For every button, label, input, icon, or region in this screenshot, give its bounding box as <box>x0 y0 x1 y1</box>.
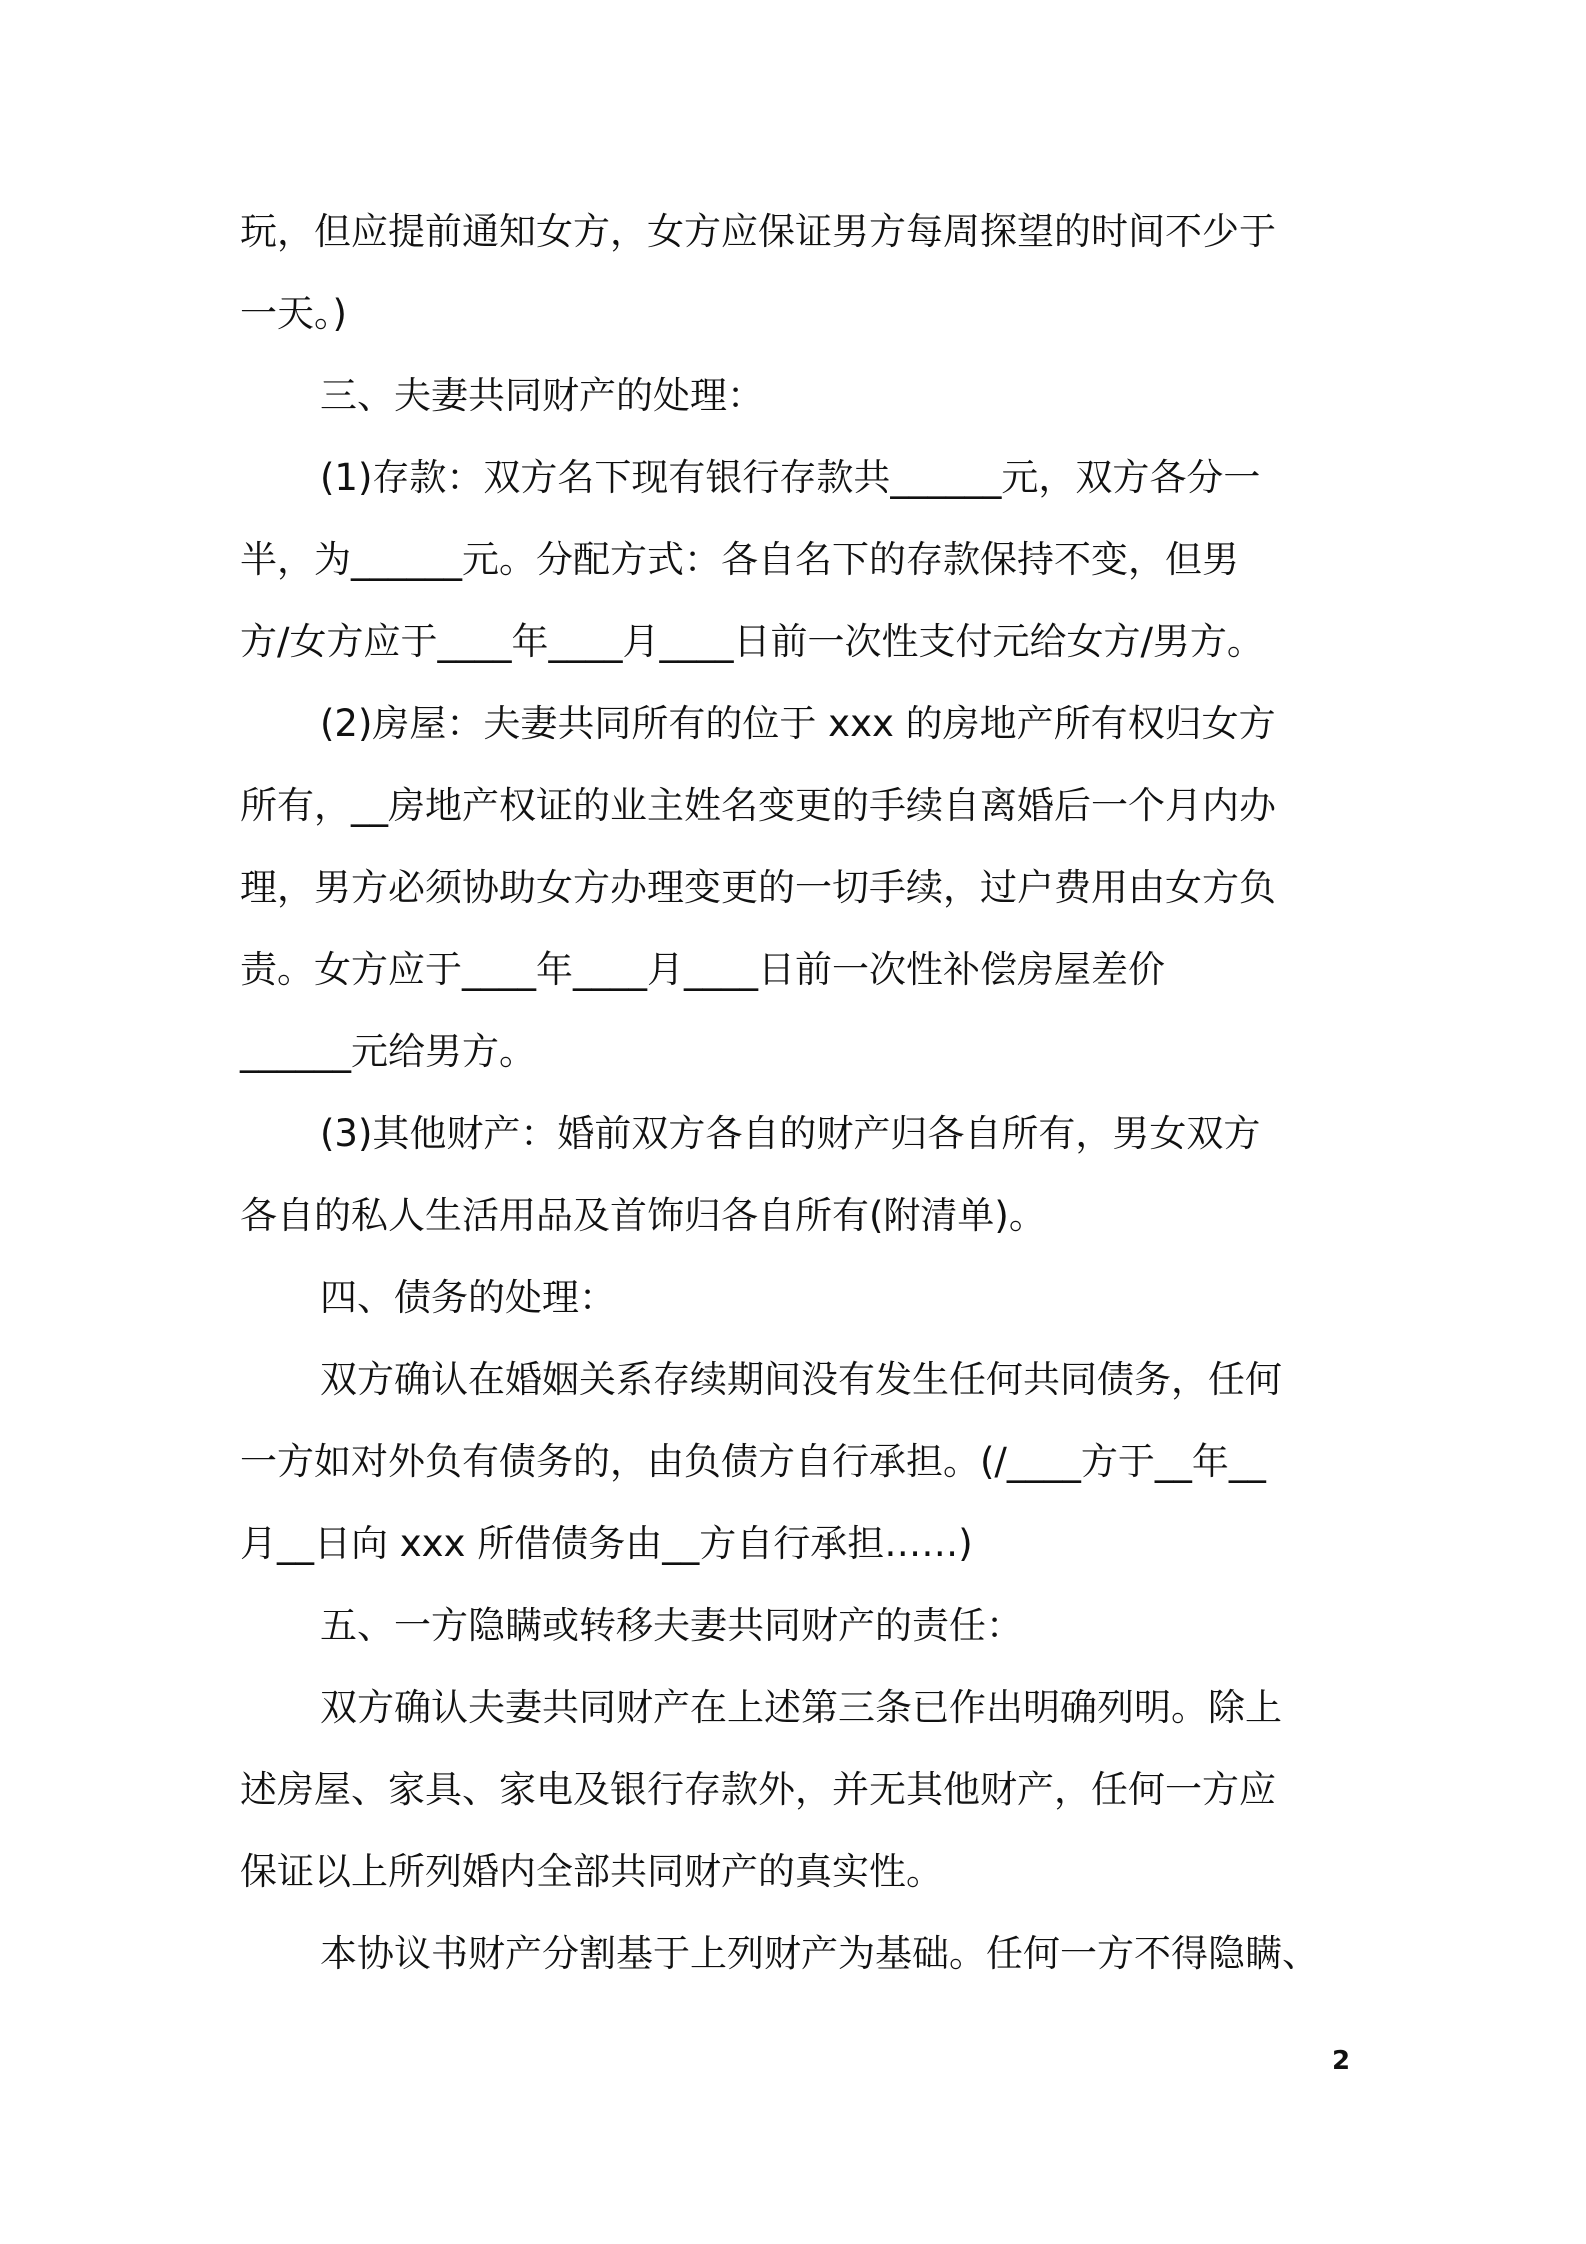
paragraph-line: 方/女方应于____年____月____日前一次性支付元给女方/男方。 <box>240 620 1264 663</box>
section-heading-concealment: 五、一方隐瞒或转移夫妻共同财产的责任： <box>320 1604 1023 1647</box>
paragraph-line: (3)其他财产：婚前双方各自的财产归各自所有，男女双方 <box>320 1112 1261 1155</box>
paragraph-line: 本协议书财产分割基于上列财产为基础。任何一方不得隐瞒、 <box>320 1932 1319 1975</box>
page-number: 2 <box>1332 2046 1351 2076</box>
paragraph-line: ______元给男方。 <box>240 1030 536 1073</box>
paragraph-line: 一天。) <box>240 292 347 335</box>
paragraph-line: 玩，但应提前通知女方，女方应保证男方每周探望的时间不少于 <box>240 210 1276 253</box>
paragraph-line: 各自的私人生活用品及首饰归各自所有(附清单)。 <box>240 1194 1046 1237</box>
document-body <box>240 196 1360 2000</box>
paragraph-line: 月__日向 xxx 所借债务由__方自行承担……) <box>240 1522 973 1565</box>
paragraph-line: 双方确认在婚姻关系存续期间没有发生任何共同债务，任何 <box>320 1358 1282 1401</box>
paragraph-line: 保证以上所列婚内全部共同财产的真实性。 <box>240 1850 943 1893</box>
paragraph-line: 双方确认夫妻共同财产在上述第三条已作出明确列明。除上 <box>320 1686 1282 1729</box>
paragraph-line: 半，为______元。分配方式：各自名下的存款保持不变，但男 <box>240 538 1239 581</box>
paragraph-line: 一方如对外负有债务的，由负债方自行承担。(/____方于__年__ <box>240 1440 1266 1483</box>
section-heading-property: 三、夫妻共同财产的处理： <box>320 374 764 417</box>
paragraph-line: (1)存款：双方名下现有银行存款共______元，双方各分一 <box>320 456 1261 499</box>
paragraph-line: 责。女方应于____年____月____日前一次性补偿房屋差价 <box>240 948 1165 991</box>
paragraph-line: 理，男方必须协助女方办理变更的一切手续，过户费用由女方负 <box>240 866 1276 909</box>
paragraph-line: 所有，__房地产权证的业主姓名变更的手续自离婚后一个月内办 <box>240 784 1276 827</box>
section-heading-debt: 四、债务的处理： <box>320 1276 616 1319</box>
paragraph-line: 述房屋、家具、家电及银行存款外，并无其他财产，任何一方应 <box>240 1768 1276 1811</box>
paragraph-line: (2)房屋：夫妻共同所有的位于 xxx 的房地产所有权归女方 <box>320 702 1276 745</box>
